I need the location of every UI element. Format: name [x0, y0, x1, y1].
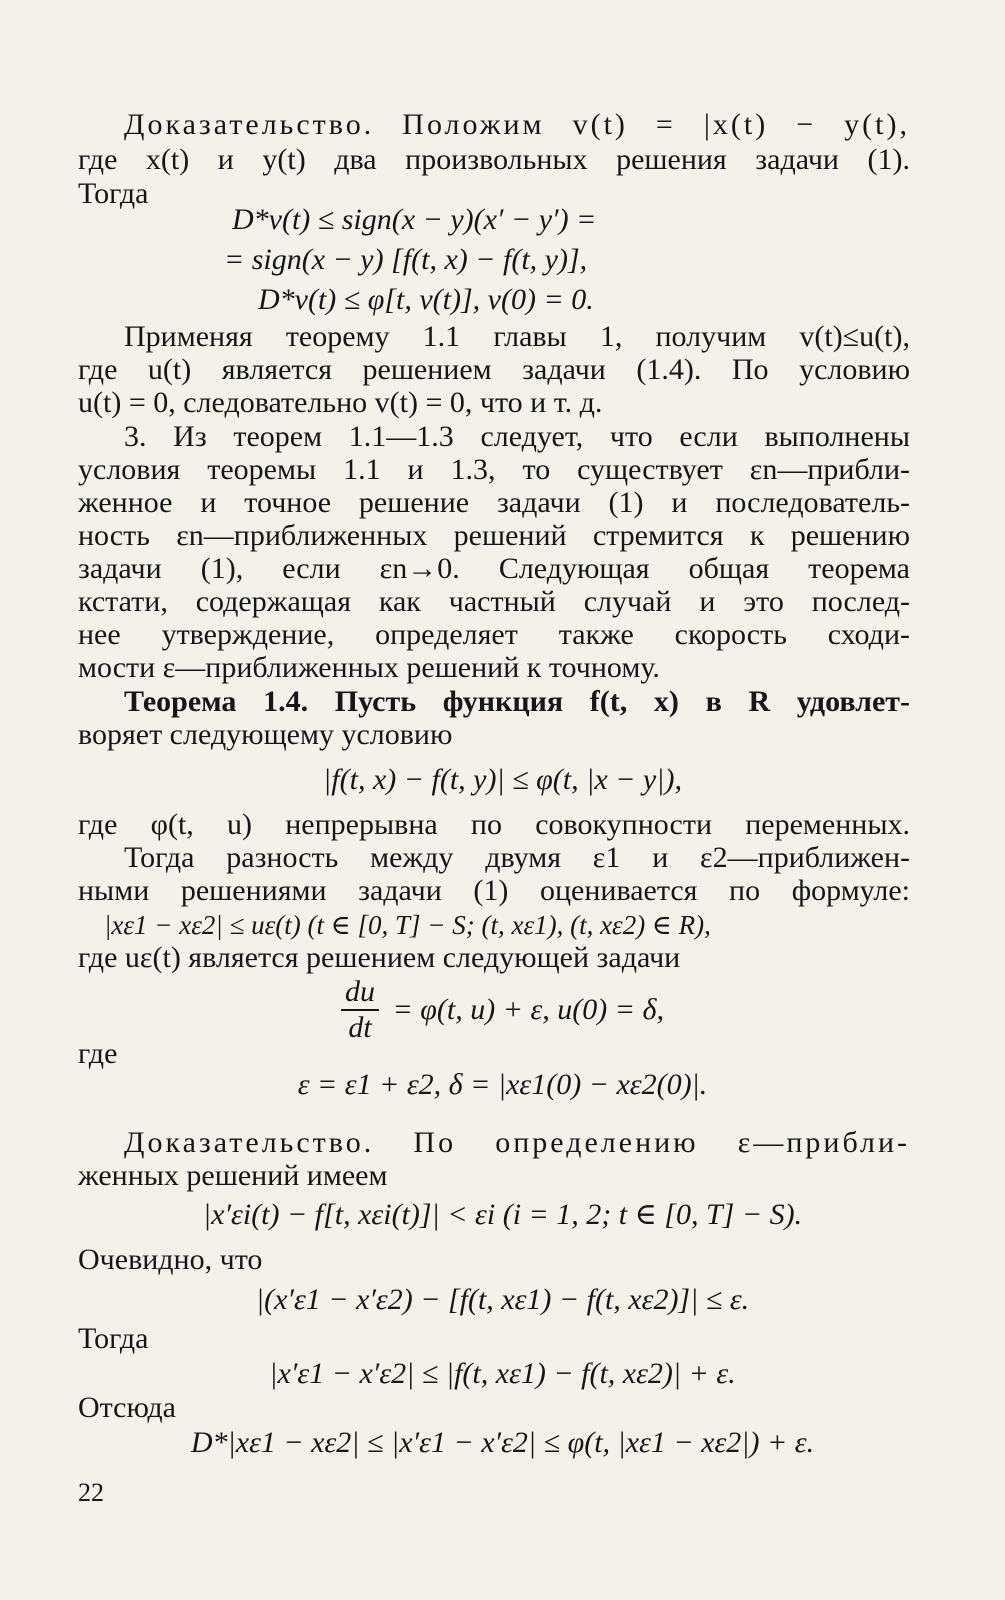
text-line: ность εn—приближенных решений стремится к решению	[78, 519, 910, 552]
text-line: ными решениями задачи (1) оценивается по формуле:	[78, 874, 910, 907]
text-line: Отсюда	[78, 1391, 176, 1424]
formula: |(x′ε1 − x′ε2) − [f(t, xε1) − f(t, xε2)]| ≤ ε.	[255, 1283, 750, 1316]
text-line: Доказательство. Положим v(t) = |x(t) − y(t),	[124, 108, 910, 141]
text-line: мости ε—приближенных решений к точному.	[78, 651, 660, 684]
text-line: нее утверждение, определяет также скорость сходи-	[78, 618, 910, 651]
text-line: задачи (1), если εn→0. Следующая общая теорема	[78, 552, 910, 585]
formula: D*v(t) ≤ sign(x − y)(x′ − y′) =	[232, 203, 597, 236]
formula: |x′ε1 − x′ε2| ≤ |f(t, xε1) − f(t, xε2)| + ε.	[269, 1357, 736, 1390]
text-line: где x(t) и y(t) два произвольных решения задачи (1).	[78, 143, 910, 176]
text-line: Очевидно, что	[78, 1243, 263, 1276]
text-line: воряет следующему условию	[78, 718, 453, 751]
text-line: кстати, содержащая как частный случай и это послед-	[78, 585, 910, 618]
text-line: Доказательство. По определению ε—прибли-	[124, 1126, 910, 1159]
text-line: 3. Из теорем 1.1—1.3 следует, что если выполнены	[124, 420, 910, 453]
text-line: условия теоремы 1.1 и 1.3, то существует εn—прибли-	[78, 453, 910, 486]
fraction	[341, 975, 379, 1045]
text-line: Тогда разность между двумя ε1 и ε2—приближен-	[124, 841, 910, 874]
page-number: 22	[78, 1478, 104, 1507]
fraction-denominator: dt	[348, 1011, 372, 1044]
text-line: женное и точное решение задачи (1) и последователь-	[78, 486, 910, 519]
text-line: женных решений имеем	[78, 1159, 388, 1192]
formula: |xε1 − xε2| ≤ uε(t) (t ∈ [0, T] − S; (t, xε1), (t, xε2) ∈ R),	[104, 910, 711, 940]
text-line: Тогда	[78, 1322, 149, 1355]
formula: D*v(t) ≤ φ[t, v(t)], v(0) = 0.	[258, 283, 594, 316]
text-line: u(t) = 0, следовательно v(t) = 0, что и т. д.	[78, 386, 603, 419]
text-line: Применяя теорему 1.1 главы 1, получим v(t)≤u(t),	[124, 320, 910, 353]
text-line: где	[78, 1037, 118, 1070]
fraction-equation	[0, 975, 1005, 1045]
fraction-rest: = φ(t, u) + ε, u(0) = δ,	[392, 993, 664, 1026]
theorem-heading: Теорема 1.4. Пусть функция f(t, x) в R удовлет-	[124, 685, 910, 718]
text-line: где u(t) является решением задачи (1.4). По условию	[78, 353, 910, 386]
formula: |x′εi(t) − f[t, xεi(t)]| < εi (i = 1, 2; t ∈ [0, T] − S).	[202, 1198, 803, 1231]
fraction-numerator: du	[341, 975, 379, 1011]
text-line: где uε(t) является решением следующей задачи	[78, 941, 681, 974]
text-line: Тогда	[78, 177, 149, 210]
text-line: где φ(t, u) непрерывна по совокупности переменных.	[78, 808, 910, 841]
formula: D*|xε1 − xε2| ≤ |x′ε1 − x′ε2| ≤ φ(t, |xε1 − xε2|) + ε.	[190, 1426, 815, 1459]
formula: = sign(x − y) [f(t, x) − f(t, y)],	[224, 243, 588, 276]
formula: ε = ε1 + ε2, δ = |xε1(0) − xε2(0)|.	[297, 1068, 708, 1101]
formula: |f(t, x) − f(t, y)| ≤ φ(t, |x − y|),	[323, 763, 682, 796]
